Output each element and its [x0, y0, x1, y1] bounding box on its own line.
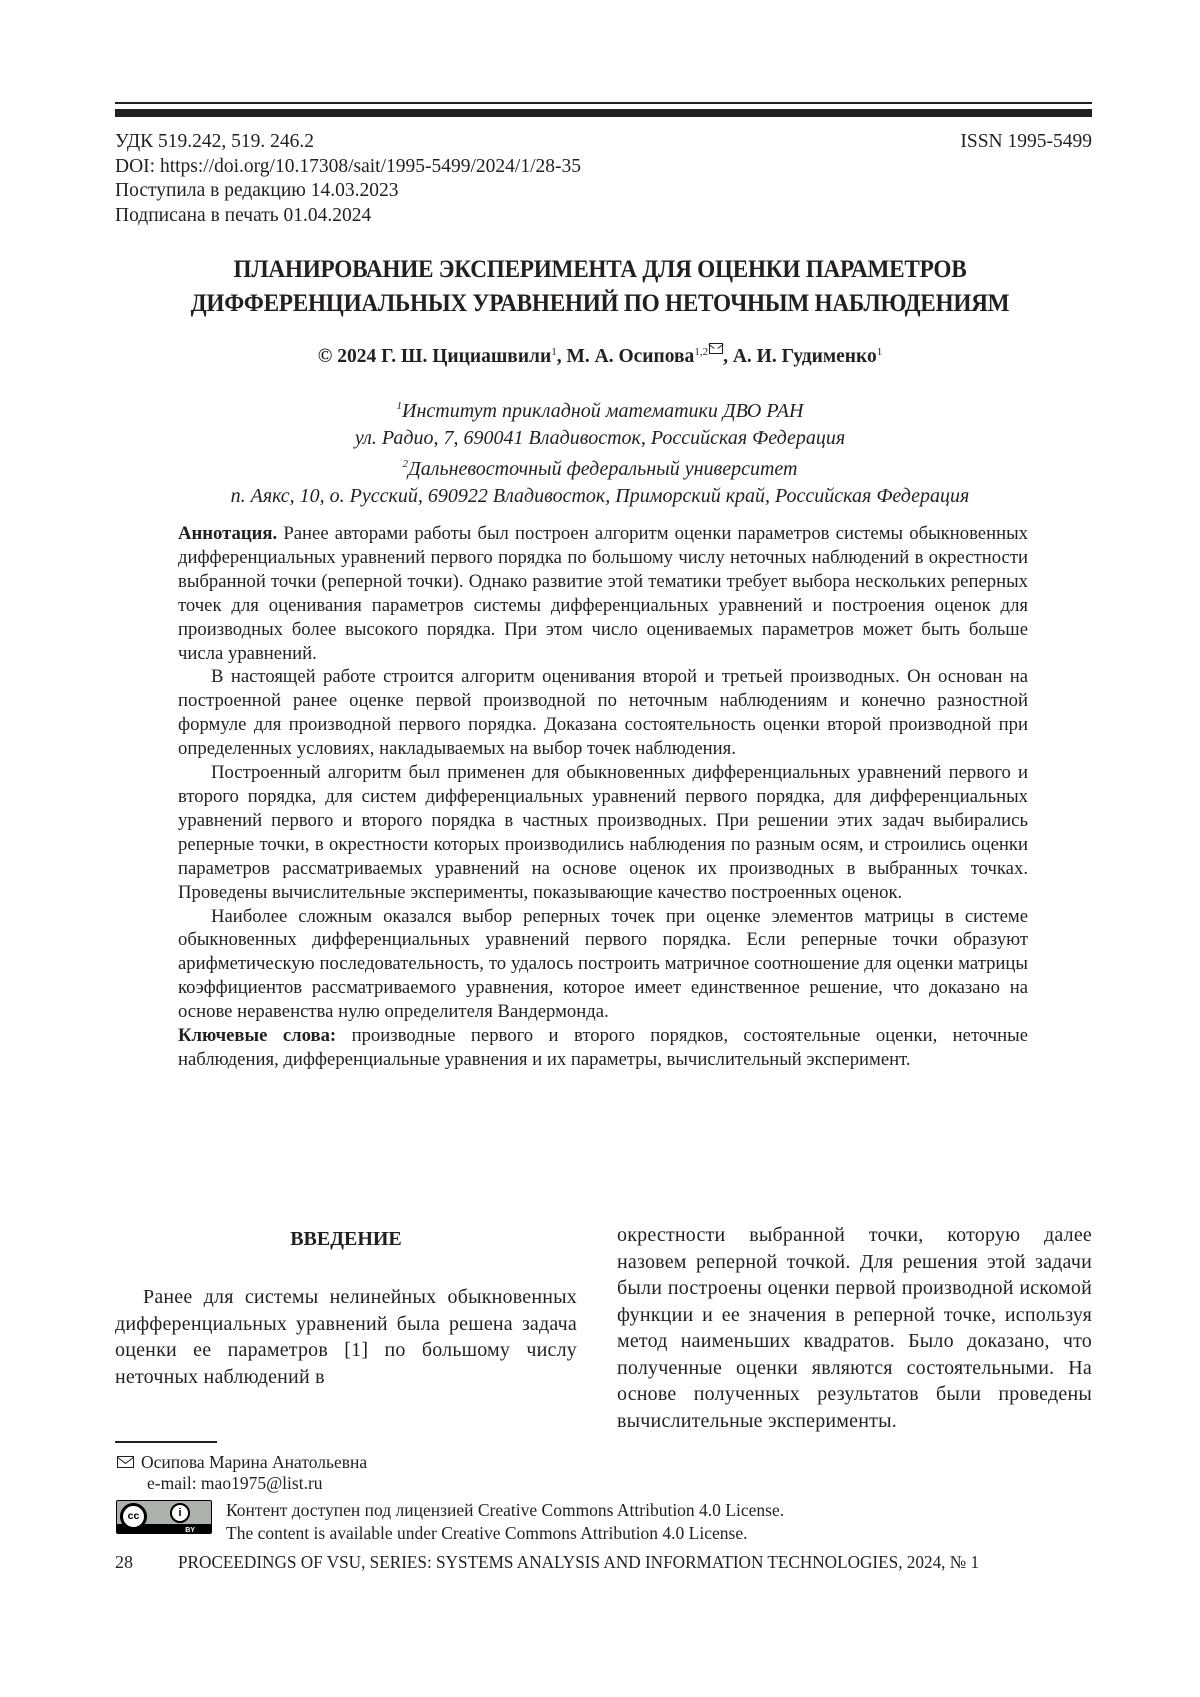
abstract-paragraph: В настоящей работе строится алгоритм оценивания второй и третьей производных. Он основан на построенной ранее оценке первой производной по неточным наблюдениям и конечно разностной формуле для производной первого порядка. Доказана состоятельность оценки второй производной при определенных условиях, накладываемых на выбор точек наблюдения. — [178, 666, 1028, 760]
keywords-text: производные первого и второго порядков, состоятельные оценки, неточные наблюдения, дифференциальные уравнения и их параметры, вычислительный эксперимент. — [178, 1025, 1029, 1070]
affiliation-address: ул. Радио, 7, 690041 Владивосток, Российская Федерация — [354, 426, 846, 449]
abstract-paragraph: Наиболее сложным оказался выбор реперных точек при оценке элементов матрицы в системе обыкновенных дифференциальных уравнений первого порядка. Если реперные точки образуют арифметическую последовательность, то удалось построить матричное соотношение для оценки матрицы коэффициентов рассматриваемого уравнения, которое имеет единственное решение, что доказано на основе неравенства нулю определителя Вандермонда. — [178, 905, 1028, 1023]
left-column — [115, 1222, 577, 1390]
title-line-1: ПЛАНИРОВАНИЕ ЭКСПЕРИМЕНТА ДЛЯ ОЦЕНКИ ПАРАМЕТРОВ — [233, 256, 967, 283]
author-affiliation-mark: 1 — [876, 346, 883, 358]
affiliation-name-text: Дальневосточный федеральный университет — [408, 458, 798, 480]
author-name: М. А. Осипова — [566, 346, 695, 367]
license-text-en: The content is available under Creative Commons Attribution 4.0 License. — [226, 1522, 748, 1543]
corresponding-author-envelope-icon — [709, 343, 723, 354]
author-name: Г. Ш. Цициашвили — [381, 346, 552, 367]
footnote-divider — [115, 1441, 217, 1443]
keywords — [178, 1024, 1028, 1072]
article-title — [135, 253, 1065, 321]
cc-by-icon[interactable] — [116, 1500, 212, 1534]
received-date: Поступила в редакцию 14.03.2023 — [115, 180, 399, 201]
abstract — [178, 522, 1028, 1072]
abstract-paragraph: Построенный алгоритм был применен для обыкновенных дифференциальных уравнений первого и второго порядка, для систем дифференциальных уравнений первого порядка, для дифференциальных уравнений первого и второго порядка в частных производных. При решении этих задач выбирались реперные точки, в окрестности которых производились наблюдения по разным осям, и строились оценки параметров рассматриваемых уравнений на основе оценок их производных в выбранных точках. Проведены вычислительные эксперименты, показывающие качество построенных оценок. — [178, 762, 1028, 903]
author-list — [100, 340, 1100, 369]
license-notice — [226, 1499, 784, 1544]
abstract-label: Аннотация. — [178, 523, 278, 544]
udk-code: УДК 519.242, 519. 246.2 — [115, 131, 315, 152]
attribution-person-icon: i — [170, 1503, 190, 1523]
author-separator: , — [556, 346, 567, 367]
affiliation-mark: 2 — [402, 458, 409, 470]
affiliations — [100, 393, 1100, 509]
envelope-icon — [117, 1456, 134, 1468]
affiliation-address: п. Аякс, 10, о. Русский, 690922 Владивосток, Приморский край, Российская Федерация — [230, 484, 970, 507]
corresponding-author-name: Осипова Марина Анатольевна — [141, 1452, 368, 1472]
signed-date: Подписана в печать 01.04.2024 — [115, 204, 372, 226]
title-line-2: ДИФФЕРЕНЦИАЛЬНЫХ УРАВНЕНИЙ ПО НЕТОЧНЫМ НАБЛЮДЕНИЯМ — [190, 290, 1010, 317]
affiliation-name — [100, 451, 1100, 483]
cc-icon: cc — [120, 1503, 147, 1530]
by-label: BY — [185, 1527, 195, 1534]
doi-link[interactable]: DOI: https://doi.org/10.17308/sait/1995-5499/2024/1/28-35 — [115, 155, 582, 177]
issn: ISSN 1995-5499 — [960, 131, 1092, 152]
author-name: А. И. Гудименко — [732, 346, 877, 367]
intro-paragraph-left: Ранее для системы нелинейных обыкновенных дифференциальных уравнений была решена задача оценки ее параметров [1] по большому числу неточных наблюдений в — [115, 1286, 577, 1388]
right-column — [617, 1222, 1092, 1434]
section-heading-introduction: ВВЕДЕНИЕ — [290, 1228, 402, 1250]
article-metadata — [115, 130, 581, 228]
affiliation-mark: 1 — [396, 400, 403, 412]
copyright-prefix: © 2024 — [317, 346, 382, 367]
corresponding-author-email[interactable]: e-mail: mao1975@list.ru — [147, 1473, 323, 1493]
abstract-paragraph — [178, 522, 1028, 665]
corresponding-author-footnote — [117, 1452, 367, 1494]
affiliation-name — [100, 393, 1100, 425]
intro-paragraph-right: окрестности выбранной точки, которую далее назовем реперной точкой. Для решения этой задачи были построены оценки первой производной искомой функции и ее значения в реперной точке, используя метод наименьших квадратов. Было доказано, что полученные оценки являются состоятельными. На основе полученных результатов были проведены вычислительные эксперименты. — [617, 1224, 1092, 1432]
page-footer — [115, 1551, 1092, 1573]
header-rule-thick — [115, 109, 1092, 117]
abstract-text: Ранее авторами работы был построен алгоритм оценки параметров системы обыкновенных дифференциальных уравнений первого порядка по большому числу неточных наблюдений в окрестности выбранной точки (реперной точки). Однако развитие этой тематики требует выбора нескольких реперных точек для оценивания параметров системы дифференциальных уравнений и построения оценок для производных более высокого порядка. При этом число оцениваемых параметров может быть больше числа уравнений. — [178, 523, 1028, 664]
page-number: 28 — [115, 1552, 133, 1572]
journal-name: PROCEEDINGS OF VSU, SERIES: SYSTEMS ANALYSIS AND INFORMATION TECHNOLOGIES, 2024, № 1 — [178, 1552, 980, 1572]
keywords-label: Ключевые слова: — [178, 1025, 337, 1047]
license-text-ru: Контент доступен под лицензией Creative Commons Attribution 4.0 License. — [226, 1500, 785, 1520]
author-affiliation-mark: 1 — [551, 346, 557, 358]
affiliation-name-text: Институт прикладной математики ДВО РАН — [402, 400, 804, 422]
author-separator: , — [723, 346, 733, 367]
header-rule-thin — [115, 102, 1092, 104]
author-affiliation-mark: 1,2 — [694, 346, 709, 358]
